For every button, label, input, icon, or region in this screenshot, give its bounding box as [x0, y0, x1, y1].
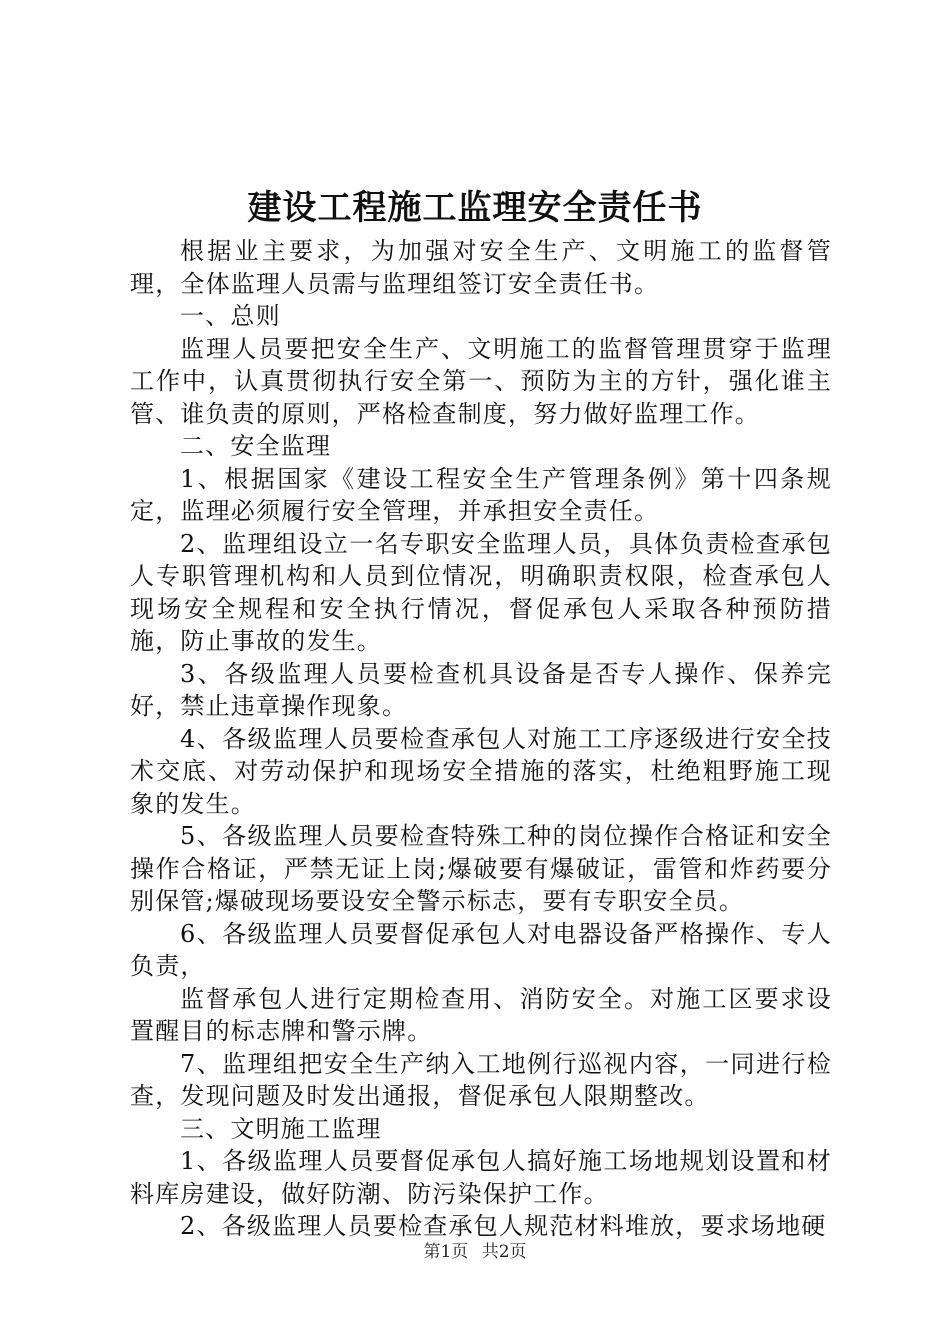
paragraph-safety-6-cont: 监督承包人进行定期检查用、消防安全。对施工区要求设置醒目的标志牌和警示牌。 [130, 984, 832, 1045]
paragraph-safety-2: 2、监理组设立一名专职安全监理人员，具体负责检查承包人专职管理机构和人员到位情况，明确职责权限，检查承包人现场安全规程和安全执行情况，督促承包人采取各种预防措施，防止事故的发生。 [130, 529, 832, 655]
paragraph-civilized-1: 1、各级监理人员要督促承包人搞好施工场地规划设置和材料库房建设，做好防潮、防污染保护工作。 [130, 1147, 832, 1208]
page-total: 共2页 [481, 1242, 527, 1262]
paragraph-safety-4: 4、各级监理人员要检查承包人对施工工序逐级进行安全技术交底、对劳动保护和现场安全措施的落实，杜绝粗野施工现象的发生。 [130, 724, 832, 818]
section-heading-civilized: 三、文明施工监理 [180, 1114, 382, 1143]
paragraph-safety-7: 7、监理组把安全生产纳入工地例行巡视内容，一同进行检查，发现问题及时发出通报，督促承包人限期整改。 [130, 1049, 832, 1110]
section-heading-general: 一、总则 [180, 302, 281, 330]
paragraph-intro: 根据业主要求，为加强对安全生产、文明施工的监督管理，全体监理人员需与监理组签订安全责任书。 [130, 237, 832, 298]
section-heading-safety: 二、安全监理 [180, 432, 332, 460]
paragraph-general: 监理人员要把安全生产、文明施工的监督管理贯穿于监理工作中，认真贯彻执行安全第一、预防为主的方针，强化谁主管、谁负责的原则，严格检查制度，努力做好监理工作。 [130, 334, 832, 428]
paragraph-safety-1: 1、根据国家《建设工程安全生产管理条例》第十四条规定，监理必须履行安全管理，并承担安全责任。 [130, 464, 832, 525]
paragraph-safety-5: 5、各级监理人员要检查特殊工种的岗位操作合格证和安全操作合格证，严禁无证上岗;爆破要有爆破证，雷管和炸药要分别保管;爆破现场要设安全警示标志，要有专职安全员。 [130, 822, 832, 915]
document-title: 建设工程施工监理安全责任书 [247, 188, 703, 228]
paragraph-civilized-2: 2、各级监理人员要检查承包人规范材料堆放，要求场地硬 [180, 1212, 827, 1240]
document-body [130, 235, 832, 1243]
paragraph-safety-3: 3、各级监理人员要检查机具设备是否专人操作、保养完好，禁止违章操作现象。 [130, 659, 832, 720]
page-number: 第1页 [423, 1242, 469, 1262]
paragraph-safety-6: 6、各级监理人员要督促承包人对电器设备严格操作、专人负责， [130, 919, 832, 980]
page-footer [0, 1240, 950, 1264]
